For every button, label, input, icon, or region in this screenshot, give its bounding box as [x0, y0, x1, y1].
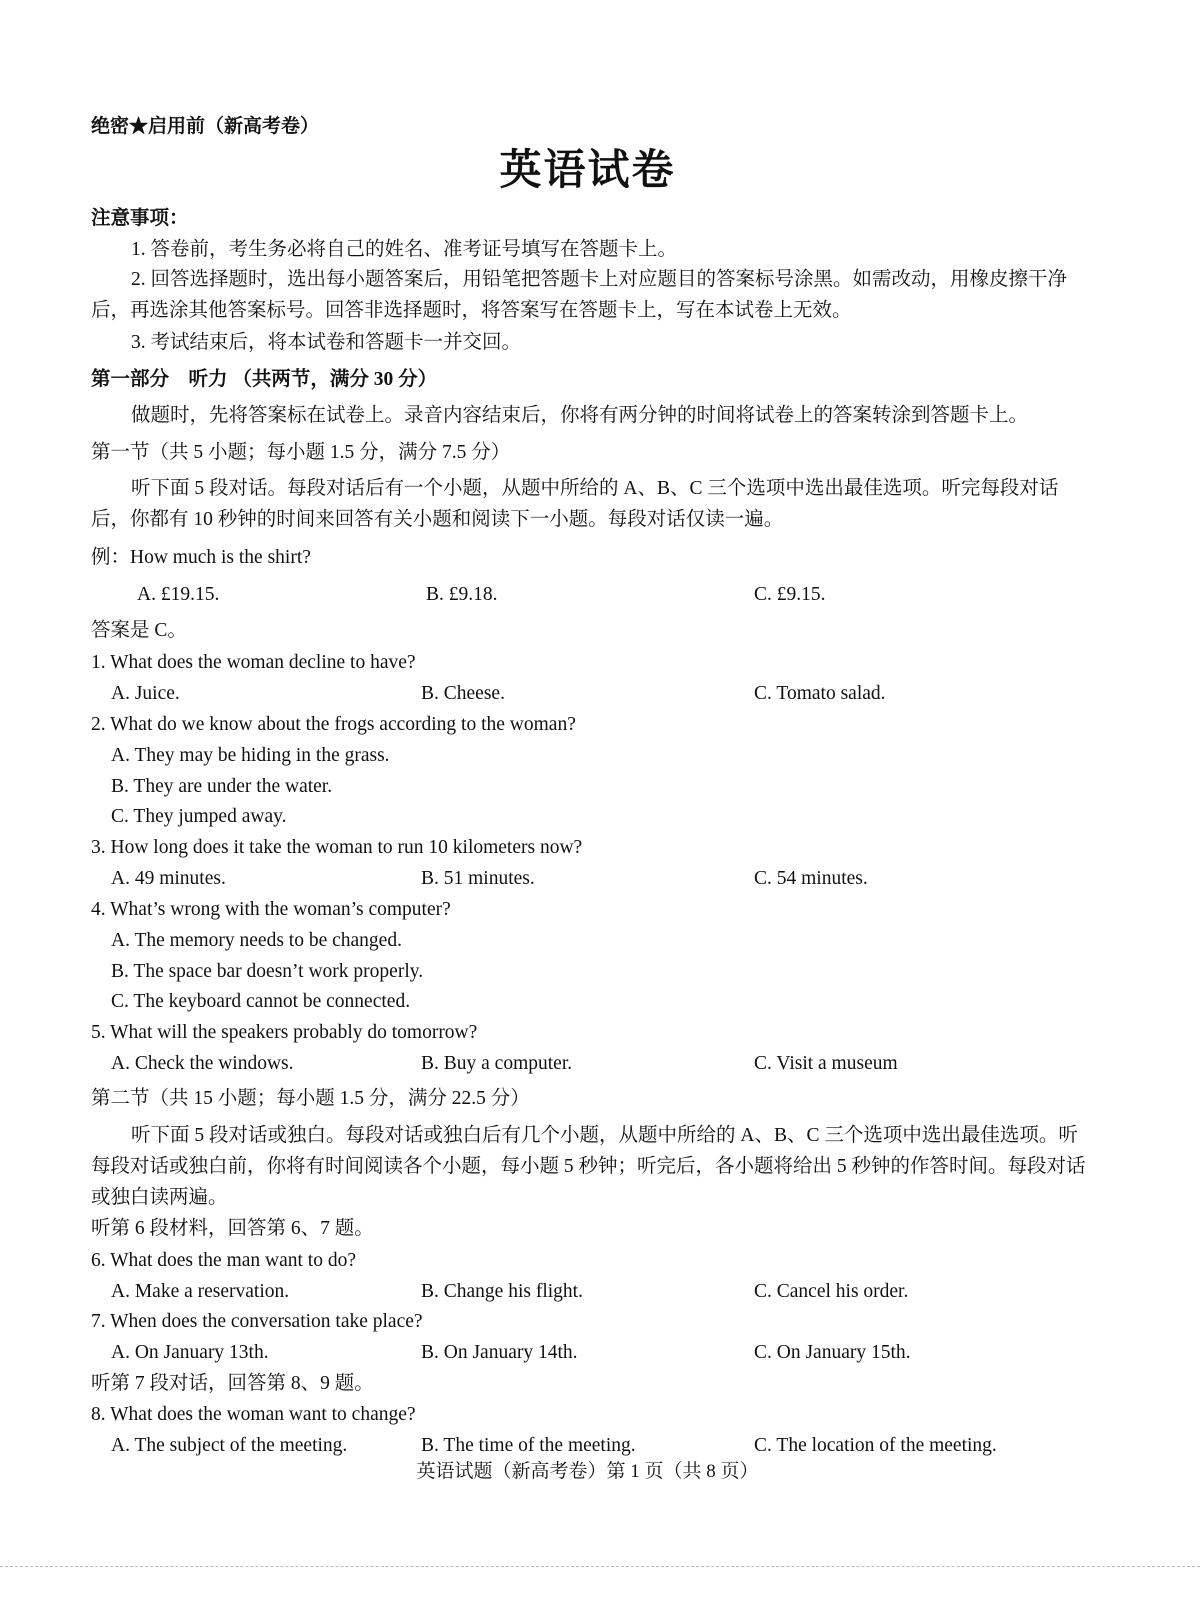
question-7: 7. When does the conversation take place?	[91, 1311, 423, 1332]
notice-item-1: 1. 答卷前，考生务必将自己的姓名、准考证号填写在答题卡上。	[131, 239, 678, 260]
example-question: 例：How much is the shirt?	[91, 547, 311, 568]
question-5-option-c: C. Visit a museum	[754, 1053, 898, 1074]
question-2: 2. What do we know about the frogs according to the woman?	[91, 714, 576, 735]
question-7-option-b: B. On January 14th.	[421, 1342, 578, 1363]
example-option-b: B. £9.18.	[426, 584, 498, 605]
confidential-tag: 绝密★启用前（新高考卷）	[91, 116, 320, 137]
question-3-option-a: A. 49 minutes.	[111, 868, 226, 889]
question-3: 3. How long does it take the woman to run 10 kilometers now?	[91, 837, 583, 858]
example-option-a: A. £19.15.	[137, 584, 220, 605]
question-6-option-a: A. Make a reservation.	[111, 1281, 290, 1302]
question-7-option-a: A. On January 13th.	[111, 1342, 269, 1363]
question-4-option-b: B. The space bar doesn’t work properly.	[111, 961, 424, 982]
question-8-option-c: C. The location of the meeting.	[754, 1435, 997, 1456]
question-2-option-a: A. They may be hiding in the grass.	[111, 745, 390, 766]
question-4-option-c: C. The keyboard cannot be connected.	[111, 991, 411, 1012]
part1-heading: 第一部分 听力 （共两节，满分 30 分）	[91, 369, 438, 390]
question-1-option-b: B. Cheese.	[421, 683, 505, 704]
question-5: 5. What will the speakers probably do tomorrow?	[91, 1022, 478, 1043]
question-4: 4. What’s wrong with the woman’s computer?	[91, 899, 451, 920]
question-5-option-b: B. Buy a computer.	[421, 1053, 573, 1074]
question-7-option-c: C. On January 15th.	[754, 1342, 911, 1363]
question-8: 8. What does the woman want to change?	[91, 1404, 416, 1425]
question-2-option-b: B. They are under the water.	[111, 776, 333, 797]
question-1-option-a: A. Juice.	[111, 683, 180, 704]
question-1: 1. What does the woman decline to have?	[91, 652, 416, 673]
page-divider	[0, 1566, 1200, 1567]
question-8-option-b: B. The time of the meeting.	[421, 1435, 636, 1456]
material-7-note: 听第 7 段对话，回答第 8、9 题。	[91, 1373, 374, 1394]
question-6-option-b: B. Change his flight.	[421, 1281, 583, 1302]
question-8-option-a: A. The subject of the meeting.	[111, 1435, 348, 1456]
material-6-note: 听第 6 段材料，回答第 6、7 题。	[91, 1218, 374, 1239]
section1-heading: 第一节（共 5 小题；每小题 1.5 分，满分 7.5 分）	[91, 442, 511, 463]
example-answer: 答案是 C。	[91, 620, 187, 641]
notice-heading: 注意事项：	[91, 208, 189, 229]
question-5-option-a: A. Check the windows.	[111, 1053, 294, 1074]
question-1-option-c: C. Tomato salad.	[754, 683, 886, 704]
page-footer: 英语试题（新高考卷）第 1 页（共 8 页）	[416, 1461, 759, 1482]
question-2-option-c: C. They jumped away.	[111, 806, 287, 827]
notice-item-3: 3. 考试结束后，将本试卷和答题卡一并交回。	[131, 332, 522, 353]
question-6-option-c: C. Cancel his order.	[754, 1281, 909, 1302]
section2-heading: 第二节（共 15 小题；每小题 1.5 分，满分 22.5 分）	[91, 1088, 530, 1109]
notice-item-2: 2. 回答选择题时，选出每小题答案后，用铅笔把答题卡上对应题目的答案标号涂黑。如需改动，用橡皮擦干净后，再选涂其他答案标号。回答非选择题时，将答案写在答题卡上，写在本试卷上无效。	[91, 269, 1068, 321]
question-3-option-b: B. 51 minutes.	[421, 868, 535, 889]
part1-instruction: 做题时，先将答案标在试卷上。录音内容结束后，你将有两分钟的时间将试卷上的答案转涂到答题卡上。	[131, 405, 1029, 426]
question-3-option-c: C. 54 minutes.	[754, 868, 868, 889]
question-4-option-a: A. The memory needs to be changed.	[111, 930, 402, 951]
question-6: 6. What does the man want to do?	[91, 1250, 356, 1271]
example-option-c: C. £9.15.	[754, 584, 826, 605]
section2-instruction: 听下面 5 段对话或独白。每段对话或独白后有几个小题，从题中所给的 A、B、C 三个选项中选出最佳选项。听每段对话或独白前，你将有时间阅读各个小题，每小题 5 秒钟；听完后，各小题将给出 5 秒钟的作答时间。每段对话或独白读两遍。	[91, 1125, 1086, 1208]
section1-instruction: 听下面 5 段对话。每段对话后有一个小题，从题中所给的 A、B、C 三个选项中选出最佳选项。听完每段对话后，你都有 10 秒钟的时间来回答有关小题和阅读下一小题。每段对话仅读一遍。	[91, 478, 1059, 530]
page-title: 英语试卷	[499, 148, 676, 194]
